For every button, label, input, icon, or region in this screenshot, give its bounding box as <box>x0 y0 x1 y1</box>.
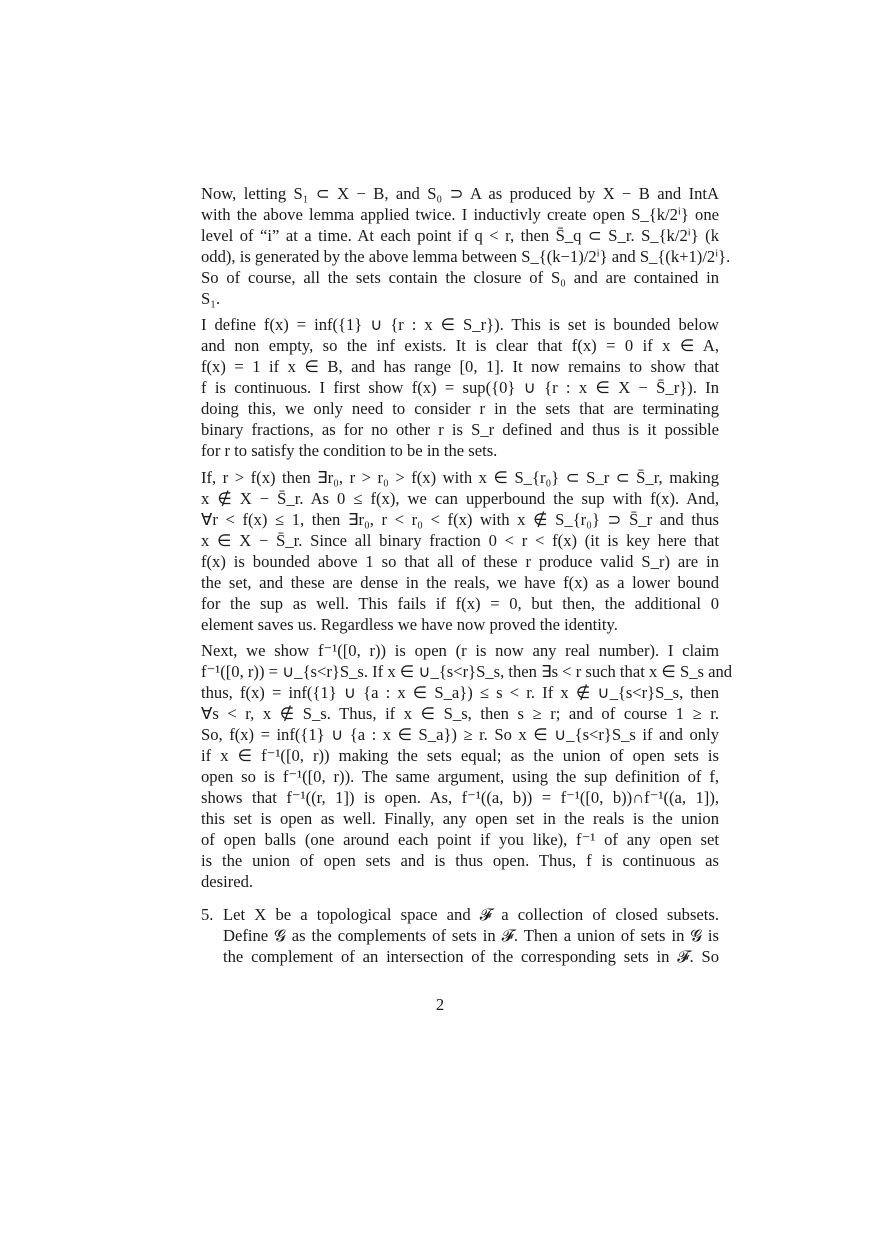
text-line: binary fractions, as for no other r is S_r defined and thus is it possible <box>201 420 719 439</box>
text-line: if x ∈ f⁻¹([0, r)) making the sets equal; as the union of open sets is <box>201 746 719 765</box>
text-line: x ∈ X − S̄_r. Since all binary fraction 0 < r < f(x) (it is key here that <box>201 531 719 550</box>
text-line: f is continuous. I first show f(x) = sup({0} ∪ {r : x ∈ X − S̄_r}). In <box>201 378 719 397</box>
text-line: of open balls (one around each point if you like), f⁻¹ of any open set <box>201 830 719 849</box>
text-line: level of “i” at a time. At each point if q < r, then S̄_q ⊂ S_r. S_{k/2ⁱ} (k <box>201 226 719 245</box>
text-line: for the sup as well. This fails if f(x) = 0, but then, the additional 0 <box>201 594 719 613</box>
text-line: x ∉ X − S̄_r. As 0 ≤ f(x), we can upperbound the sup with f(x). And, <box>201 489 719 508</box>
text-line: So of course, all the sets contain the closure of S₀ and are contained in <box>201 268 719 287</box>
text-line: I define f(x) = inf({1} ∪ {r : x ∈ S_r}). This is set is bounded below <box>201 315 719 334</box>
text-line: desired. <box>201 872 254 891</box>
text-line: is the union of open sets and is thus open. Thus, f is continuous as <box>201 851 719 870</box>
text-line: this set is open as well. Finally, any open set in the reals is the union <box>201 809 719 828</box>
text-line: thus, f(x) = inf({1} ∪ {a : x ∈ S_a}) ≤ s < r. If x ∉ ∪_{s<r}S_s, then <box>201 683 719 702</box>
text-line: Next, we show f⁻¹([0, r)) is open (r is now any real number). I claim <box>201 641 719 660</box>
text-line: f(x) is bounded above 1 so that all of these r produce valid S_r) are in <box>201 552 719 571</box>
text-line: and non empty, so the inf exists. It is clear that f(x) = 0 if x ∈ A, <box>201 336 719 355</box>
text-line: open so is f⁻¹([0, r)). The same argument, using the sup definition of f, <box>201 767 719 786</box>
text-line: element saves us. Regardless we have now proved the identity. <box>201 615 618 634</box>
text-line: shows that f⁻¹((r, 1]) is open. As, f⁻¹((a, b)) = f⁻¹([0, b))∩f⁻¹((a, 1]), <box>201 788 719 807</box>
text-line: the set, and these are dense in the reals, we have f(x) as a lower bound <box>201 573 719 592</box>
page-number: 2 <box>435 995 445 1014</box>
text-line: Define 𝓖 as the complements of sets in 𝓕. Then a union of sets in 𝓖 is <box>223 926 719 945</box>
text-line: with the above lemma applied twice. I inductivly create open S_{k/2ⁱ} one <box>201 205 719 224</box>
text-line: ∀s < r, x ∉ S_s. Thus, if x ∈ S_s, then s ≥ r; and of course 1 ≥ r. <box>201 704 719 723</box>
text-line: f(x) = 1 if x ∈ B, and has range [0, 1]. It now remains to show that <box>201 357 719 376</box>
item-number: 5. <box>201 905 214 924</box>
text-line: odd), is generated by the above lemma between S_{(k−1)/2ⁱ} and S_{(k+1)/2ⁱ}. <box>201 247 731 266</box>
text-line: the complement of an intersection of the corresponding sets in 𝓕. So <box>223 947 719 966</box>
text-line: ∀r < f(x) ≤ 1, then ∃r₀, r < r₀ < f(x) with x ∉ S_{r₀} ⊃ S̄_r and thus <box>201 510 719 529</box>
text-line: So, f(x) = inf({1} ∪ {a : x ∈ S_a}) ≥ r. So x ∈ ∪_{s<r}S_s if and only <box>201 725 719 744</box>
text-line: doing this, we only need to consider r in the sets that are terminating <box>201 399 719 418</box>
text-line: f⁻¹([0, r)) = ∪_{s<r}S_s. If x ∈ ∪_{s<r}S_s, then ∃s < r such that x ∈ S_s and <box>201 662 733 681</box>
text-line: for r to satisfy the condition to be in the sets. <box>201 441 498 460</box>
text-line: S₁. <box>201 289 221 308</box>
text-line: If, r > f(x) then ∃r₀, r > r₀ > f(x) with x ∈ S_{r₀} ⊂ S_r ⊂ S̄_r, making <box>201 468 719 487</box>
text-line: Let X be a topological space and 𝓕 a collection of closed subsets. <box>223 905 719 924</box>
text-line: Now, letting S₁ ⊂ X − B, and S₀ ⊃ A as produced by X − B and IntA <box>201 184 719 203</box>
